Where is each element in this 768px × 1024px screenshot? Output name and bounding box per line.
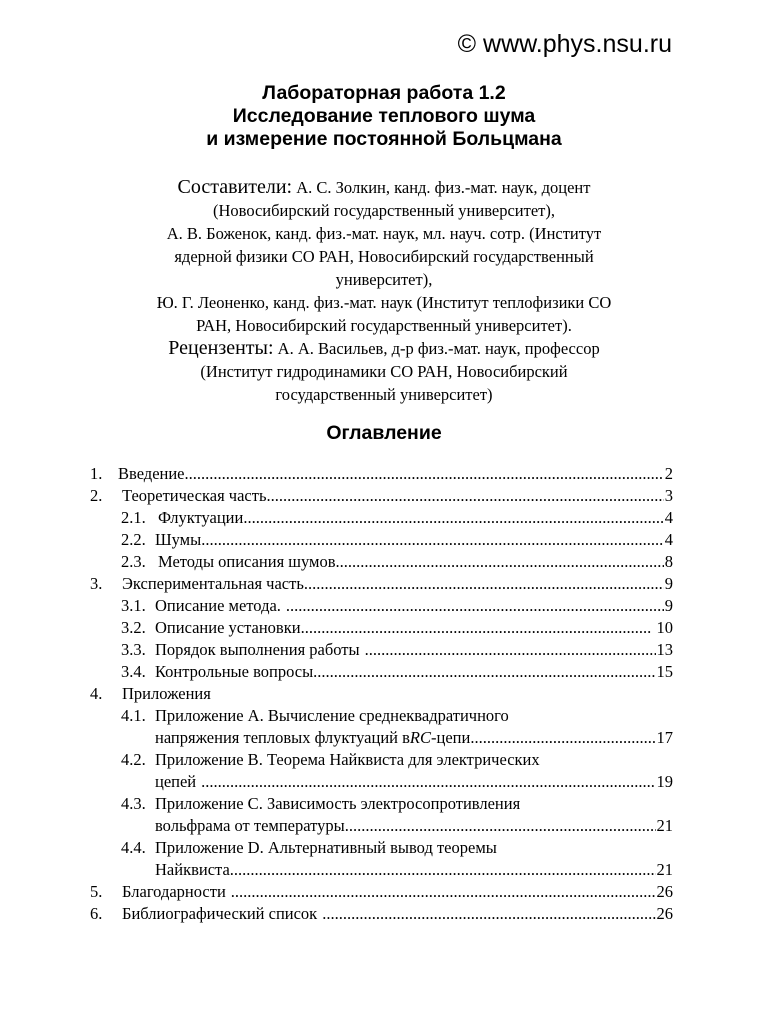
compilers-label: Составители: [177, 176, 293, 198]
toc-page: 19 [656, 772, 673, 791]
toc-text: Найквиста [155, 860, 230, 879]
toc-page: 3 [664, 486, 673, 505]
toc-text: вольфрама от температуры [155, 816, 345, 835]
toc-page: 26 [656, 882, 673, 901]
toc-text: цепей [155, 772, 197, 791]
toc-text: Контрольные вопросы [155, 662, 314, 681]
toc-entry[interactable] [0, 464, 768, 486]
toc-text: напряжения тепловых флуктуаций в [155, 728, 410, 747]
toc-number: 4.4. [121, 838, 146, 857]
author-line: РАН, Новосибирский государственный университет). [196, 316, 572, 335]
toc-entry[interactable] [0, 904, 768, 926]
toc-text: Приложения [122, 684, 211, 703]
author-line: А. В. Боженок, канд. физ.-мат. наук, мл. науч. сотр. (Институт [166, 224, 602, 243]
toc-number: 1. [90, 464, 103, 483]
title-block [0, 82, 768, 151]
lab-number: Лабораторная работа 1.2 [262, 82, 506, 104]
toc-number: 4.1. [121, 706, 146, 725]
toc-entry-continuation[interactable] [0, 728, 768, 750]
toc-entry[interactable] [0, 596, 768, 618]
toc-number: 4.3. [121, 794, 146, 813]
author-line: университет), [335, 270, 433, 289]
toc-entry[interactable] [0, 882, 768, 904]
toc-page: 9 [664, 574, 673, 593]
toc-page: 9 [664, 596, 673, 615]
toc-text: Введение [118, 464, 185, 483]
author-line: Ю. Г. Леоненко, канд. физ.-мат. наук (Институт теплофизики СО [156, 293, 612, 312]
toc-text: Благодарности [122, 882, 226, 901]
toc-number: 4.2. [121, 750, 146, 769]
toc-text: Флуктуации [158, 508, 244, 527]
toc-page: 21 [656, 860, 673, 879]
toc-text-italic: RC [409, 728, 431, 747]
toc-entry[interactable] [0, 530, 768, 552]
toc-text: Шумы [155, 530, 202, 549]
toc-number: 2.2. [121, 530, 146, 549]
toc-title: Оглавление [326, 422, 442, 444]
toc-page: 2 [664, 464, 673, 483]
toc-text: Приложение B. Теорема Найквиста для электрических [155, 750, 540, 769]
toc-page: 13 [656, 640, 673, 659]
toc-entry[interactable] [0, 706, 768, 728]
toc-number: 4. [90, 684, 103, 703]
toc-number: 2.1. [121, 508, 146, 527]
toc-text: Описание метода. [155, 596, 281, 615]
toc-text: Описание установки [155, 618, 301, 637]
watermark: © www.phys.nsu.ru [457, 30, 672, 58]
toc-entry-continuation[interactable] [0, 772, 768, 794]
toc-entry[interactable] [0, 794, 768, 816]
toc-entry[interactable] [0, 508, 768, 530]
toc-number: 3.3. [121, 640, 146, 659]
toc-number: 3.4. [121, 662, 146, 681]
toc-page: 17 [656, 728, 673, 747]
toc-number: 3. [90, 574, 103, 593]
toc-entry-continuation[interactable] [0, 860, 768, 882]
toc-text: Методы описания шумов [158, 552, 336, 571]
toc-text: Приложение C. Зависимость электросопротивления [155, 794, 521, 813]
toc-page: 8 [664, 552, 673, 571]
toc-text: Приложение А. Вычисление среднеквадратичного [155, 706, 509, 725]
toc-text: Приложение D. Альтернативный вывод теоремы [155, 838, 497, 857]
authors-block [0, 176, 768, 406]
toc-page: 21 [656, 816, 673, 835]
reviewer-line: государственный университет) [275, 385, 493, 404]
toc-entry-continuation[interactable] [0, 816, 768, 838]
toc-page: 4 [664, 508, 673, 527]
toc-number: 2. [90, 486, 103, 505]
reviewer-line: (Институт гидродинамики СО РАН, Новосибирский [200, 362, 568, 381]
toc-text: Теоретическая часть [122, 486, 267, 505]
reviewers-label: Рецензенты: [168, 337, 274, 359]
lab-title-line1: Исследование теплового шума [232, 105, 536, 127]
reviewer-line: А. А. Васильев, д-р физ.-мат. наук, профессор [277, 339, 600, 358]
toc-page: 10 [656, 618, 673, 637]
toc-entry[interactable] [0, 640, 768, 662]
toc-entry[interactable] [0, 618, 768, 640]
toc-entry[interactable] [0, 486, 768, 508]
toc-number: 2.3. [121, 552, 146, 571]
toc-text: Экспериментальная часть [122, 574, 304, 593]
toc-number: 3.1. [121, 596, 146, 615]
toc-text: Библиографический список [122, 904, 318, 923]
author-line: ядерной физики СО РАН, Новосибирский государственный [174, 247, 594, 266]
toc-number: 6. [90, 904, 103, 923]
toc-number: 3.2. [121, 618, 146, 637]
toc-text: -цепи [431, 728, 471, 747]
toc-entry[interactable] [0, 750, 768, 772]
author-line: А. С. Золкин, канд. физ.-мат. наук, доцент [296, 178, 591, 197]
lab-title-line2: и измерение постоянной Больцмана [206, 128, 562, 150]
toc-number: 5. [90, 882, 103, 901]
toc-text: Порядок выполнения работы [155, 640, 360, 659]
toc-entry[interactable] [0, 838, 768, 860]
toc-entry[interactable] [0, 574, 768, 596]
toc-entry[interactable] [0, 662, 768, 684]
toc-entry[interactable] [0, 552, 768, 574]
toc-page: 26 [656, 904, 673, 923]
toc-page: 15 [656, 662, 673, 681]
author-line: (Новосибирский государственный университет), [212, 201, 555, 220]
toc-page: 4 [664, 530, 673, 549]
toc-entry[interactable] [0, 684, 768, 706]
